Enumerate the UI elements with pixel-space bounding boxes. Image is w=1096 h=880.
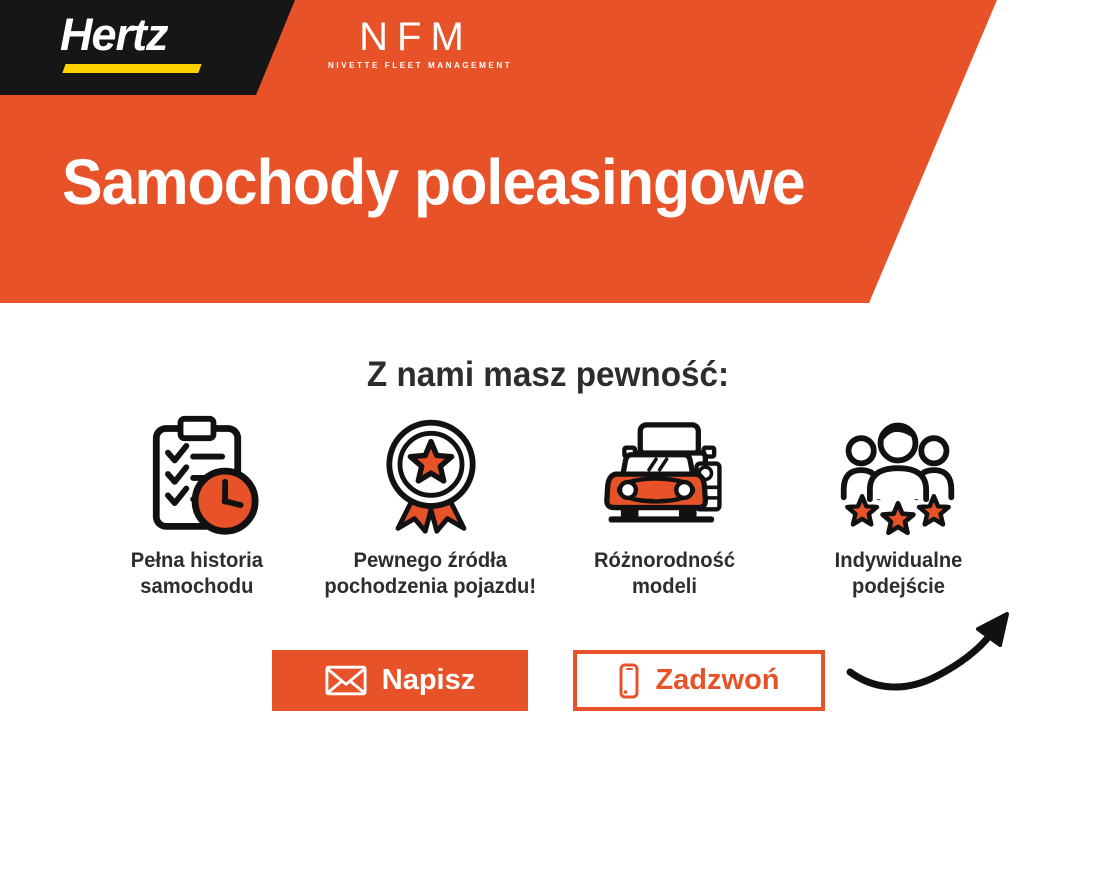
hertz-logo-underline	[62, 64, 201, 73]
feature-caption-line: samochodu	[140, 575, 254, 598]
clipboard-clock-icon	[131, 412, 263, 538]
cars-icon	[598, 412, 730, 538]
nfm-logo-text: NFM	[359, 15, 473, 59]
feature-models	[548, 412, 782, 600]
feature-caption-line: Indywidualne	[834, 549, 962, 572]
phone-icon	[618, 663, 640, 699]
curved-arrow-icon	[840, 604, 1025, 704]
feature-caption-line: pochodzenia pojazdu!	[324, 575, 537, 598]
feature-origin	[314, 412, 548, 600]
nfm-logo-tagline: NIVETTE FLEET MANAGEMENT	[328, 61, 513, 70]
page-title: Samochody poleasingowe	[62, 146, 805, 218]
feature-caption	[131, 548, 263, 600]
section-heading: Z nami masz pewność:	[366, 355, 730, 394]
call-button[interactable]	[573, 650, 825, 711]
write-button[interactable]	[272, 650, 528, 711]
features-row	[80, 412, 1015, 600]
feature-individual	[781, 412, 1015, 600]
feature-caption	[594, 548, 735, 600]
hertz-logo-text: Hertz	[60, 9, 168, 60]
feature-caption-line: Różnorodność	[593, 549, 735, 572]
feature-caption	[325, 548, 537, 600]
write-button-label: Napisz	[381, 664, 476, 696]
hertz-logo	[60, 10, 220, 80]
feature-caption-line: Pewnego źródła	[353, 549, 508, 572]
feature-caption-line: modeli	[631, 575, 697, 598]
feature-history	[80, 412, 314, 600]
envelope-icon	[325, 665, 367, 696]
nfm-logo	[328, 15, 513, 70]
people-stars-icon	[832, 412, 964, 538]
call-button-label: Zadzwoń	[655, 664, 780, 696]
feature-caption-line: Pełna historia	[130, 549, 263, 572]
award-medal-icon	[365, 412, 497, 538]
feature-caption-line: podejście	[851, 575, 945, 598]
feature-caption	[834, 548, 962, 600]
